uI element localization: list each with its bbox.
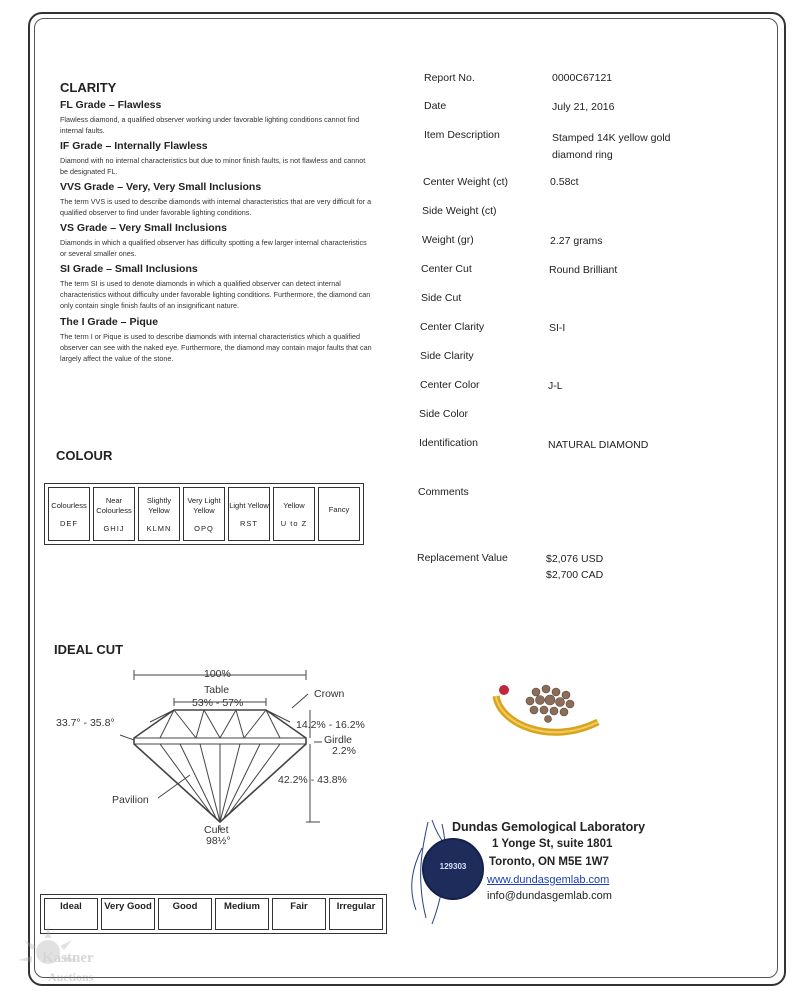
crown-height-label: 14.2% - 16.2%	[296, 719, 365, 731]
report-label: Weight (gr)	[422, 234, 474, 246]
lab-address-1: 1 Yonge St, suite 1801	[492, 838, 613, 850]
report-value: NATURAL DIAMOND	[548, 439, 649, 451]
cut-grade-cell: Fair	[272, 898, 326, 930]
report-label: Report No.	[424, 72, 475, 84]
report-label: Side Clarity	[420, 350, 474, 362]
clarity-grade-title: SI Grade – Small Inclusions	[60, 263, 198, 275]
crown-pointer	[292, 694, 308, 708]
pavilion-label: Pavilion	[112, 794, 149, 806]
report-label: Side Weight (ct)	[422, 205, 497, 217]
clarity-grade-desc: Diamonds in which a qualified observer has difficulty spotting a few larger internal characteristics or several smaller ones.	[60, 238, 367, 258]
colour-grade-table	[44, 483, 364, 545]
pavilion-depth-label: 42.2% - 43.8%	[278, 774, 347, 786]
report-label: Center Color	[420, 379, 480, 391]
clarity-heading: CLARITY	[60, 80, 117, 95]
report-value: July 21, 2016	[552, 101, 615, 113]
replacement-value-label: Replacement Value	[417, 552, 508, 564]
report-value: J-L	[548, 380, 563, 392]
report-value: SI-I	[549, 322, 566, 334]
diamond-cluster	[526, 685, 574, 723]
watermark-line1: Kastner	[42, 950, 94, 966]
colour-grade: OPQ	[194, 523, 214, 533]
lab-address-2: Toronto, ON M5E 1W7	[489, 856, 609, 868]
ring-photo	[490, 676, 606, 748]
crown-label: Crown	[314, 688, 345, 700]
colour-name: Near Colourless	[96, 495, 132, 515]
report-value: 2.27 grams	[550, 235, 603, 247]
report-label: Date	[424, 100, 447, 112]
colour-name: Light Yellow	[229, 500, 269, 510]
report-label: Side Color	[419, 408, 469, 420]
watermark-logo	[14, 924, 114, 996]
report-value: Round Brilliant	[549, 264, 618, 276]
colour-name: Colourless	[51, 500, 87, 510]
comments-label: Comments	[418, 486, 469, 498]
lab-seal-stamp	[422, 838, 484, 900]
replacement-usd: $2,076 USD	[546, 553, 604, 565]
cut-grade-cell: Medium	[215, 898, 269, 930]
lab-name: Dundas Gemological Laboratory	[452, 820, 646, 834]
clarity-grade-desc: The term I or Pique is used to describe diamonds with internal characteristics which a qualified observer can see with the naked eye. Furthermore, the diamond may contain major faults that can largely affect the value of the stone.	[60, 332, 372, 363]
colour-cell	[273, 487, 315, 541]
cut-grade-cell: Very Good	[101, 898, 155, 930]
colour-cell	[48, 487, 90, 541]
clarity-grade-desc: The term VVS is used to describe diamonds with internal characteristics that are very difficult for a qualified observer to find under favorable lighting conditions.	[60, 197, 372, 217]
colour-name: Slightly Yellow	[146, 495, 172, 515]
colour-cell	[183, 487, 225, 541]
clarity-grade-desc: The term SI is used to denote diamonds in which a qualified observer can detect internal characteristics without difficulty under favorable lighting conditions. Furthermore, the diamond can only contain single finish faults of an insignificant nature.	[60, 279, 371, 310]
colour-cell	[228, 487, 270, 541]
report-label: Side Cut	[421, 292, 462, 304]
colour-name: Very Light Yellow	[187, 495, 221, 515]
report-label: Center Weight (ct)	[423, 176, 508, 188]
replacement-cad: $2,700 CAD	[546, 569, 604, 581]
cut-grade-cell: Good	[158, 898, 212, 930]
colour-heading: COLOUR	[56, 448, 113, 463]
colour-grade: GHIJ	[103, 523, 125, 533]
report-value: 0000C67121	[552, 72, 613, 84]
colour-grade: RST	[240, 518, 258, 528]
report-value: Stamped 14K yellow gold diamond ring	[552, 132, 671, 161]
girdle-label: Girdle	[324, 734, 353, 746]
clarity-grade-desc: Diamond with no internal characteristics but due to minor finish faults, is not flawless and cannot be designated FL.	[60, 156, 366, 176]
clarity-grade-title: The I Grade – Pique	[60, 316, 159, 328]
table-range-label: 53% - 57%	[192, 697, 244, 709]
colour-cell	[138, 487, 180, 541]
colour-cell	[93, 487, 135, 541]
seal-number: 129303	[439, 862, 467, 871]
pavilion-pointer	[158, 775, 190, 798]
culet-label: Culet	[204, 824, 229, 836]
width-pct-label: 100%	[204, 668, 231, 680]
colour-grade: U to Z	[280, 518, 308, 528]
watermark-line2: Auctions	[48, 970, 94, 984]
ideal-cut-heading: IDEAL CUT	[54, 642, 124, 657]
report-label: Center Clarity	[420, 321, 485, 333]
clarity-grade-title: VS Grade – Very Small Inclusions	[60, 222, 227, 234]
culet-value-label: 98½°	[206, 835, 231, 847]
clarity-grade-desc: Flawless diamond, a qualified observer working under favorable lighting conditions cannot find internal faults.	[60, 115, 360, 135]
clarity-grade-title: FL Grade – Flawless	[60, 99, 162, 111]
clarity-grade-title: IF Grade – Internally Flawless	[60, 140, 208, 152]
lab-website-link[interactable]: www.dundasgemlab.com	[487, 874, 610, 886]
report-label: Item Description	[424, 129, 500, 141]
colour-cell	[318, 487, 360, 541]
colour-grade: KLMN	[146, 523, 172, 533]
girdle-pct-label: 2.2%	[332, 745, 356, 757]
colour-name: Yellow	[283, 500, 305, 510]
report-label: Identification	[419, 437, 478, 449]
lab-email: info@dundasgemlab.com	[487, 890, 612, 902]
cut-grade-cell: Ideal	[44, 898, 98, 930]
report-label: Center Cut	[421, 263, 472, 275]
report-value: 0.58ct	[550, 176, 579, 188]
clarity-grade-title: VVS Grade – Very, Very Small Inclusions	[60, 181, 262, 193]
cut-grade-cell: Irregular	[329, 898, 383, 930]
colour-name: Fancy	[328, 505, 350, 514]
crown-angle-label: 33.7° - 35.8°	[56, 717, 115, 729]
colour-grade: DEF	[60, 518, 78, 528]
table-label: Table	[204, 684, 230, 696]
ring-gem-red	[499, 685, 509, 695]
